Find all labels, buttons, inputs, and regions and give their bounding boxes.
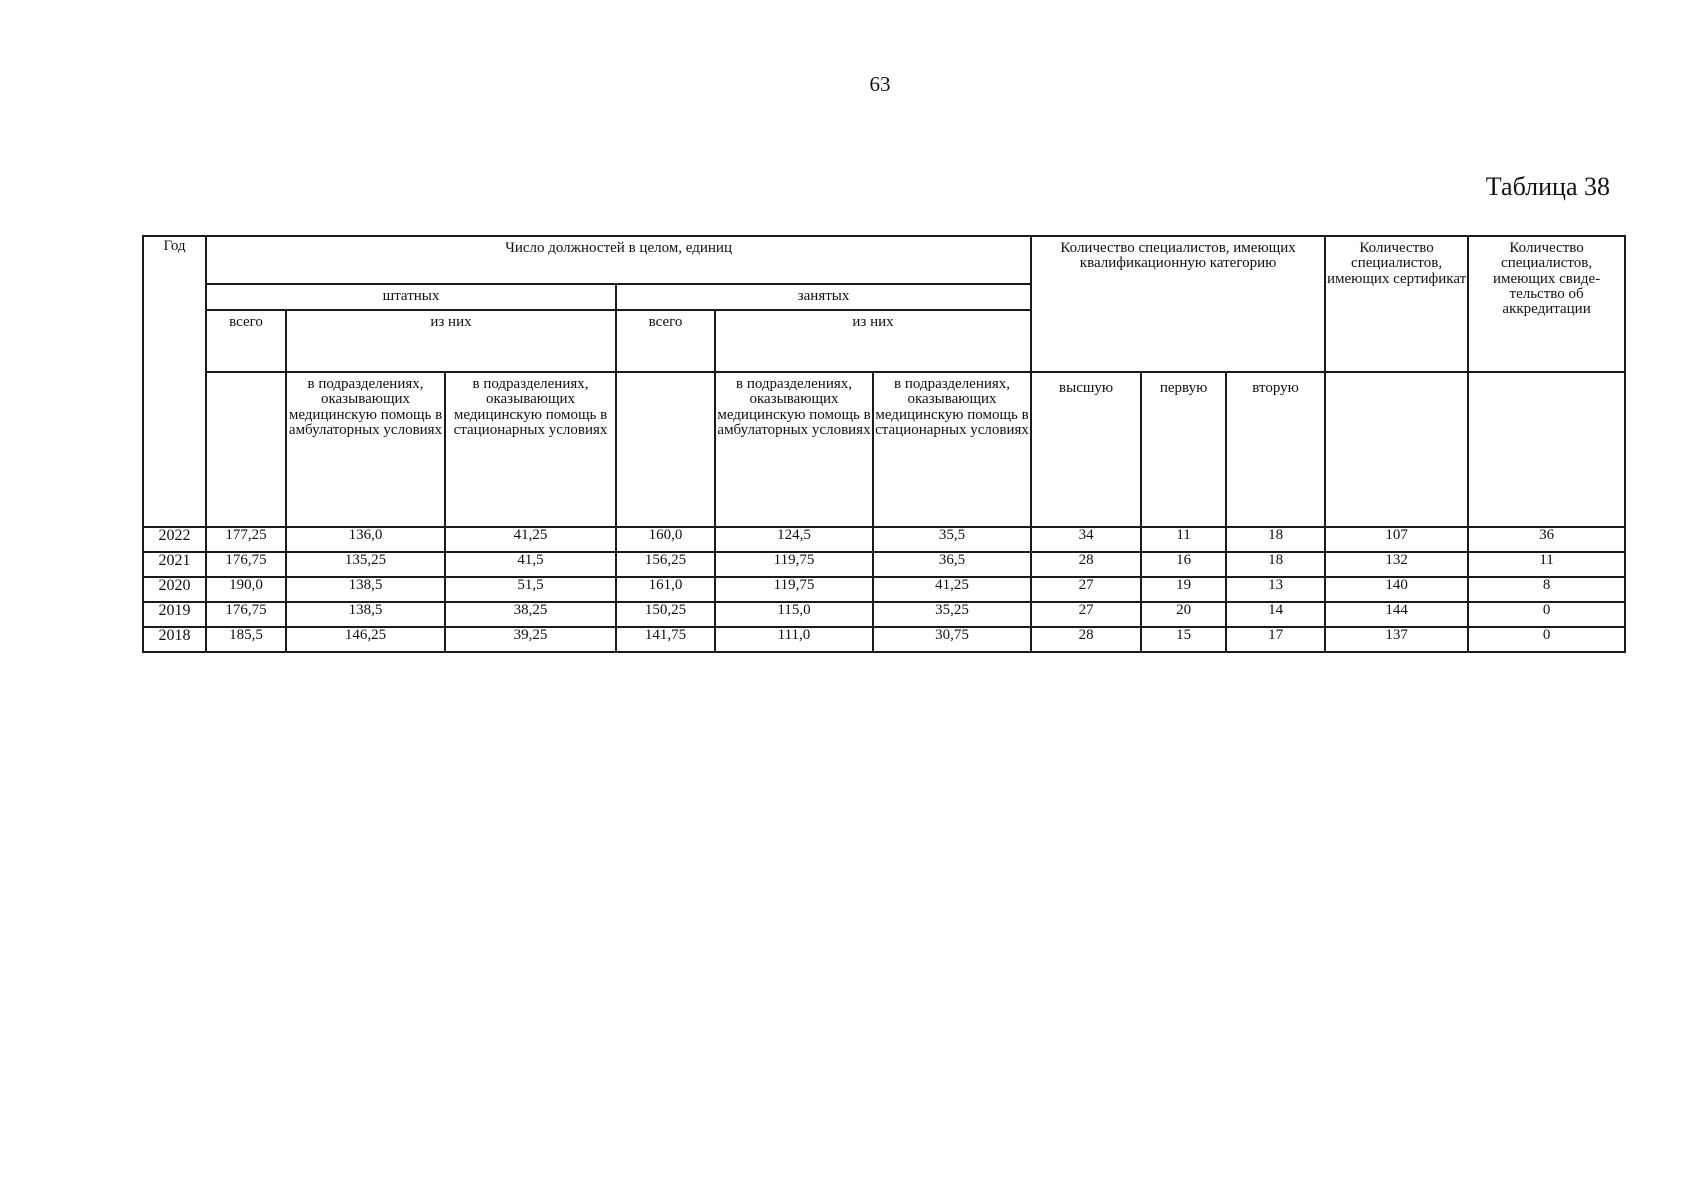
certified-cell: 107 xyxy=(1325,527,1468,552)
highest-category-cell: 28 xyxy=(1031,627,1141,652)
occupied-total-cell: 150,25 xyxy=(616,602,715,627)
highest-category-cell: 28 xyxy=(1031,552,1141,577)
first-category-cell: 15 xyxy=(1141,627,1226,652)
year-cell: 2022 xyxy=(143,527,206,552)
staff-inpatient-header: в подразделениях, оказывающих медицинскую помощь в стационарных условиях xyxy=(445,372,616,527)
second-category-cell: 13 xyxy=(1226,577,1325,602)
staff-ambulatory-cell: 136,0 xyxy=(286,527,445,552)
occupied-inpatient-cell: 35,5 xyxy=(873,527,1031,552)
certified-cell: 144 xyxy=(1325,602,1468,627)
second-category-cell: 18 xyxy=(1226,552,1325,577)
occupied-total-header: всего xyxy=(616,310,715,372)
staff-total-cell: 176,75 xyxy=(206,552,286,577)
year-cell: 2021 xyxy=(143,552,206,577)
certified-cell: 140 xyxy=(1325,577,1468,602)
certified-cell: 132 xyxy=(1325,552,1468,577)
empty-cell xyxy=(1468,372,1625,527)
staff-inpatient-cell: 38,25 xyxy=(445,602,616,627)
occupied-total-cell: 141,75 xyxy=(616,627,715,652)
certified-cell: 137 xyxy=(1325,627,1468,652)
accredited-cell: 0 xyxy=(1468,627,1625,652)
occupied-inpatient-cell: 36,5 xyxy=(873,552,1031,577)
second-category-cell: 17 xyxy=(1226,627,1325,652)
second-category-cell: 14 xyxy=(1226,602,1325,627)
first-category-cell: 20 xyxy=(1141,602,1226,627)
staff-of-them-header: из них xyxy=(286,310,616,372)
highest-category-cell: 27 xyxy=(1031,602,1141,627)
staff-ambulatory-cell: 135,25 xyxy=(286,552,445,577)
occupied-ambulatory-cell: 124,5 xyxy=(715,527,873,552)
positions-header: Число должностей в целом, единиц xyxy=(206,236,1031,284)
second-category-header: вторую xyxy=(1226,372,1325,527)
table-row xyxy=(143,527,1625,552)
staff-total-cell: 177,25 xyxy=(206,527,286,552)
occupied-ambulatory-cell: 111,0 xyxy=(715,627,873,652)
occupied-inpatient-header: в подразделениях, оказывающих медицинскую помощь в стационарных условиях xyxy=(873,372,1031,527)
staff-inpatient-cell: 41,5 xyxy=(445,552,616,577)
accredited-cell: 11 xyxy=(1468,552,1625,577)
first-category-header: первую xyxy=(1141,372,1226,527)
staff-inpatient-cell: 51,5 xyxy=(445,577,616,602)
first-category-cell: 11 xyxy=(1141,527,1226,552)
empty-cell xyxy=(1325,372,1468,527)
occupied-ambulatory-header: в подразделениях, оказывающих медицинскую помощь в амбулаторных условиях xyxy=(715,372,873,527)
occupied-total-cell: 156,25 xyxy=(616,552,715,577)
second-category-cell: 18 xyxy=(1226,527,1325,552)
first-category-cell: 19 xyxy=(1141,577,1226,602)
occupied-ambulatory-cell: 119,75 xyxy=(715,552,873,577)
staff-total-cell: 185,5 xyxy=(206,627,286,652)
table-row xyxy=(143,627,1625,652)
occupied-ambulatory-cell: 115,0 xyxy=(715,602,873,627)
staff-total-cell: 176,75 xyxy=(206,602,286,627)
table-row xyxy=(143,577,1625,602)
empty-cell xyxy=(206,372,286,527)
highest-category-cell: 27 xyxy=(1031,577,1141,602)
year-cell: 2018 xyxy=(143,627,206,652)
qualified-header: Количество специалистов, имеющих квалификационную категорию xyxy=(1031,236,1325,372)
occupied-total-cell: 161,0 xyxy=(616,577,715,602)
certified-header: Количество специалистов, имеющих сертификат xyxy=(1325,236,1468,372)
highest-category-cell: 34 xyxy=(1031,527,1141,552)
occupied-inpatient-cell: 30,75 xyxy=(873,627,1031,652)
highest-category-header: высшую xyxy=(1031,372,1141,527)
staff-ambulatory-header: в подразделениях, оказывающих медицинскую помощь в амбулаторных условиях xyxy=(286,372,445,527)
table-caption: Таблица 38 xyxy=(1485,172,1610,201)
staff-header: штатных xyxy=(206,284,616,310)
accredited-cell: 8 xyxy=(1468,577,1625,602)
year-cell: 2020 xyxy=(143,577,206,602)
first-category-cell: 16 xyxy=(1141,552,1226,577)
occupied-ambulatory-cell: 119,75 xyxy=(715,577,873,602)
occupied-inpatient-cell: 41,25 xyxy=(873,577,1031,602)
accredited-header: Количество специалистов, имеющих свиде-тельство об аккредитации xyxy=(1468,236,1625,372)
statistics-table xyxy=(142,235,1626,653)
staff-inpatient-cell: 39,25 xyxy=(445,627,616,652)
occupied-inpatient-cell: 35,25 xyxy=(873,602,1031,627)
staff-total-cell: 190,0 xyxy=(206,577,286,602)
year-header: Год xyxy=(143,236,206,527)
occupied-of-them-header: из них xyxy=(715,310,1031,372)
accredited-cell: 0 xyxy=(1468,602,1625,627)
table-row xyxy=(143,552,1625,577)
occupied-total-cell: 160,0 xyxy=(616,527,715,552)
staff-ambulatory-cell: 138,5 xyxy=(286,577,445,602)
staff-total-header: всего xyxy=(206,310,286,372)
page-number: 63 xyxy=(869,72,891,96)
staff-inpatient-cell: 41,25 xyxy=(445,527,616,552)
occupied-header: занятых xyxy=(616,284,1031,310)
staff-ambulatory-cell: 138,5 xyxy=(286,602,445,627)
staff-ambulatory-cell: 146,25 xyxy=(286,627,445,652)
empty-cell xyxy=(616,372,715,527)
year-cell: 2019 xyxy=(143,602,206,627)
table-row xyxy=(143,602,1625,627)
accredited-cell: 36 xyxy=(1468,527,1625,552)
